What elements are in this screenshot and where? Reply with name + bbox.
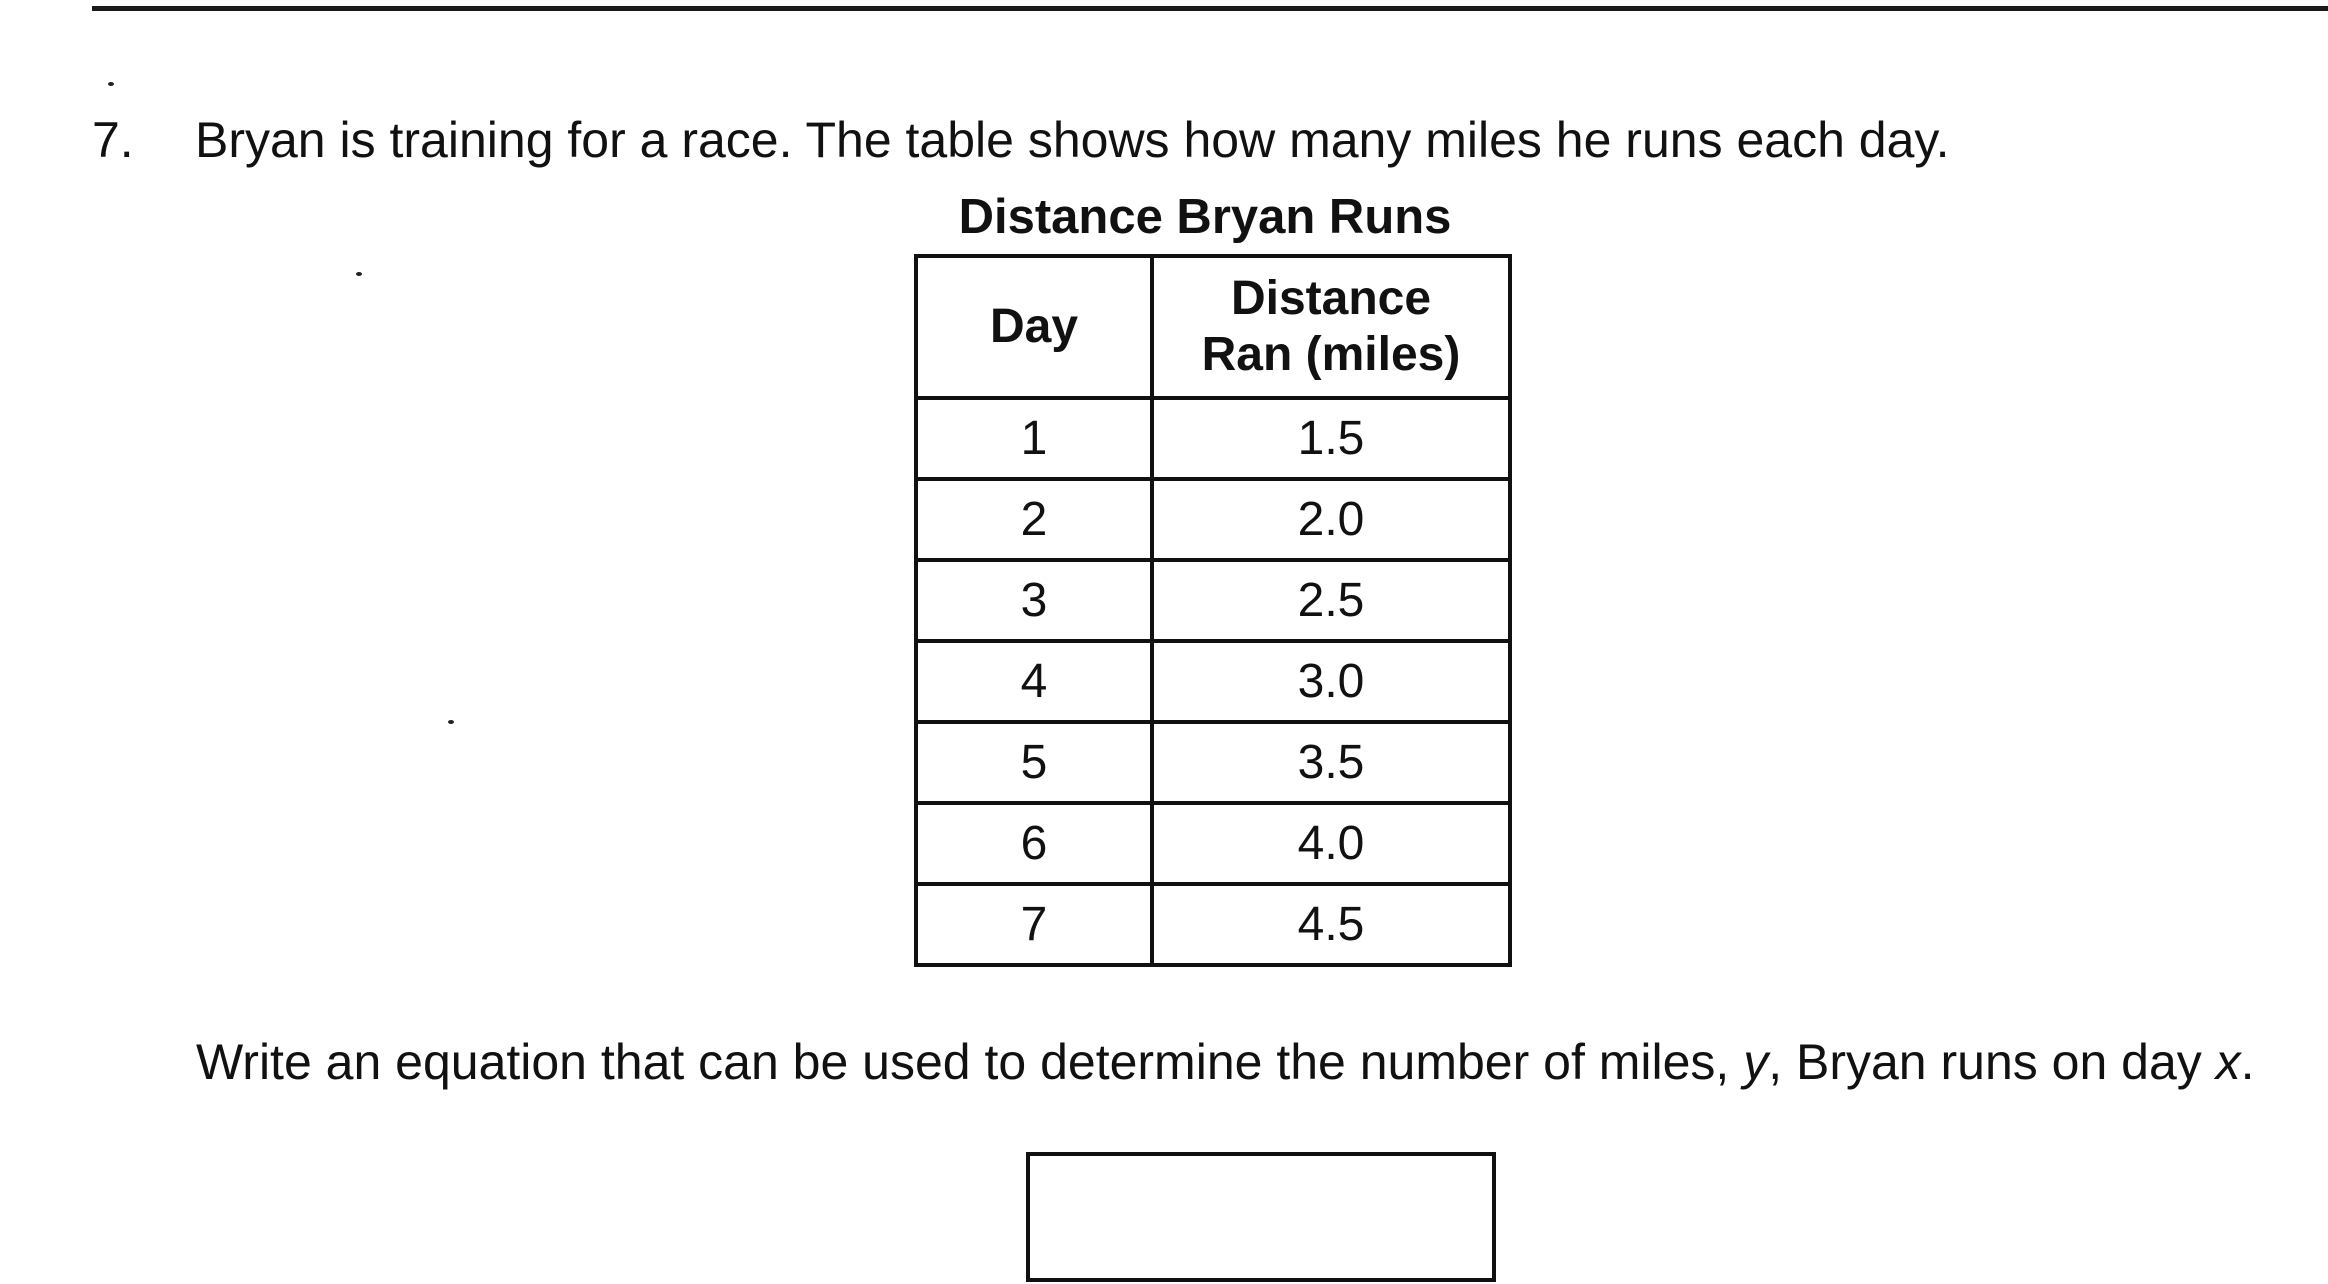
cell-day: 3: [916, 560, 1152, 641]
cell-distance: 2.0: [1152, 479, 1510, 560]
cell-day: 2: [916, 479, 1152, 560]
prompt-text-3: .: [2240, 1034, 2255, 1090]
table-row: [916, 722, 1510, 803]
prompt-text-2: , Bryan runs on day: [1768, 1034, 2216, 1090]
cell-distance: 3.5: [1152, 722, 1510, 803]
cell-distance: 4.0: [1152, 803, 1510, 884]
question: [92, 108, 1950, 172]
table-row: [916, 803, 1510, 884]
question-text: Bryan is training for a race. The table shows how many miles he runs each day.: [195, 112, 1950, 168]
equation-prompt: [196, 1030, 2255, 1094]
header-day: Day: [916, 256, 1152, 398]
cell-day: 1: [916, 398, 1152, 479]
prompt-var-y: y: [1743, 1034, 1769, 1090]
cell-distance: 1.5: [1152, 398, 1510, 479]
header-distance-line2: Ran (miles): [1201, 328, 1461, 381]
prompt-text-1: Write an equation that can be used to determine the number of miles,: [196, 1034, 1744, 1090]
cell-distance: 2.5: [1152, 560, 1510, 641]
scan-speck: [356, 272, 362, 276]
top-rule: [92, 6, 2328, 11]
distance-table: [914, 254, 1512, 967]
scan-speck: [448, 720, 454, 724]
table-header-row: [916, 256, 1510, 398]
cell-day: 7: [916, 884, 1152, 965]
table-row: [916, 398, 1510, 479]
cell-distance: 3.0: [1152, 641, 1510, 722]
cell-day: 6: [916, 803, 1152, 884]
scan-speck: [108, 82, 114, 86]
table-row: [916, 641, 1510, 722]
table-row: [916, 479, 1510, 560]
cell-day: 5: [916, 722, 1152, 803]
table-row: [916, 884, 1510, 965]
table-row: [916, 560, 1510, 641]
header-distance-line1: Distance: [1230, 272, 1432, 325]
cell-day: 4: [916, 641, 1152, 722]
answer-box[interactable]: [1026, 1152, 1496, 1282]
prompt-var-x: x: [2215, 1034, 2241, 1090]
cell-distance: 4.5: [1152, 884, 1510, 965]
header-distance: [1152, 256, 1510, 398]
question-number: 7.: [92, 112, 134, 168]
table-title: Distance Bryan Runs: [958, 190, 1452, 244]
